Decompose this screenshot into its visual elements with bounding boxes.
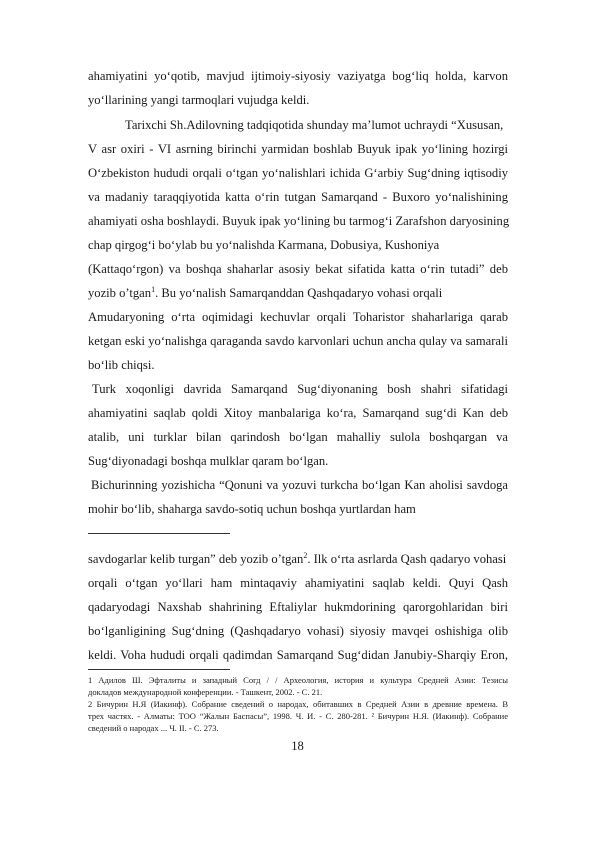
body-line: ahamiyatini saqlab qoldi Xitoy manbalariga ko‘ra, Samarqand sug‘di Kan deb [88, 406, 508, 420]
body-line-start: yozib o’tgan [88, 286, 152, 300]
page-number: 18 [291, 739, 304, 753]
body-line: bo‘lganligining Sug‘dning (Qashqadaryo vohasi) siyosiy mavqei oshishiga olib [88, 624, 508, 638]
body-line [88, 551, 508, 567]
body-line: V asr oxiri - VI asrning birinchi yarmidan boshlab Buyuk ipak yo‘lining hozirgi [88, 142, 508, 156]
footnote-line: докладов международной конференции. - Ташкент, 2002. - С. 21. [88, 687, 323, 697]
body-line: yo‘llarining yangi tarmoqlari vujudga keldi. [88, 93, 310, 107]
footnote-line: сведений о народах ... Ч. II. - С. 273. [88, 723, 219, 733]
footnote-ref: 1 [151, 284, 156, 294]
footnote-line: 2 Бичурин Н.Я (Иакинф). Собрание сведений о народах, обитавших в Средней Азии в древние времена. В [88, 699, 508, 709]
body-line: keldi. Voha hududi orqali qadimdan Samarqand Sug‘didan Janubiy-Sharqiy Eron, [88, 648, 508, 662]
body-line: qadaryodagi Naxshab shahrining Eftaliylar hukmdorining qarorgohlaridan biri [88, 600, 508, 614]
footnote-separator [88, 669, 230, 670]
body-line: mohir bo‘lib, shaharga savdo-sotiq uchun boshqa yurtlardan ham [88, 502, 416, 516]
body-line: ketgan eski yo‘nalishga qaraganda savdo karvonlari uchun ancha qulay va samarali [88, 334, 508, 348]
body-line: bo‘lib chiqsi. [88, 358, 155, 372]
body-line-rest: . Ilk o‘rta asrlarda Qash qadaryo vohasi [307, 552, 507, 566]
body-line [88, 285, 508, 301]
footnote-line: 1 Адилов Ш. Эфталиты и западный Согд / / Археология, история и культура Средней Азии: Тезисы [88, 675, 508, 685]
body-line-rest: . Bu yo‘nalish Samarqanddan Qashqadaryo vohasi orqali [155, 286, 443, 300]
body-line: O‘zbekiston hududi orqali o‘tgan yo‘nalishlari ichida G‘arbiy Sug‘dning iqtisodiy [88, 166, 508, 180]
body-line: ahamiyatini yo‘qotib, mavjud ijtimoiy-siyosiy vaziyatga bog‘liq holda, karvon [88, 69, 508, 83]
body-line: orqali o‘tgan yo‘llari ham mintaqaviy ahamiyatini saqlab keldi. Quyi Qash [88, 576, 508, 590]
body-line: va madaniy taraqqiyotida katta o‘rin tutgan Samarqand - Buxoro yo‘nalishining [88, 190, 508, 204]
body-line: Amudaryoning o‘rta oqimidagi kechuvlar orqali Toharistor shaharlariga qarab [88, 310, 508, 324]
body-line: ahamiyati osha boshlaydi. Buyuk ipak yo‘lining bu tarmog‘i Zarafshon daryosining [88, 214, 510, 228]
footnote-separator [88, 533, 230, 534]
body-line: chap qirgog‘i bo‘ylab bu yo‘nalishda Karmana, Dobusiya, Kushoniya [88, 238, 440, 252]
body-line: Tarixchi Sh.Adilovning tadqiqotida shunday ma’lumot uchraydi “Xususan, [125, 118, 504, 132]
footnote-ref: 2 [303, 550, 308, 560]
body-line: Bichurinning yozishicha “Qonuni va yozuvi turkcha bo‘lgan Kan aholisi savdoga [91, 478, 508, 492]
body-line: (Kattaqo‘rgon) va boshqa shaharlar asosiy bekat sifatida katta o‘rin tutadi” deb [88, 262, 508, 276]
body-line-start: savdogarlar kelib turgan” deb yozib o’tgan [88, 552, 304, 566]
body-line: atalib, uni turklar bilan qarindosh bo‘lgan mahalliy sulola boshqargan va [88, 430, 508, 444]
footnote-line: трех частях. - Алматы: ТОО “Жалын Баспасы”, 1998. Ч. И. - С. 280-281. ² Бичурин Н.Я. (Иакинф). Собрание [88, 711, 508, 721]
body-line: Turk xoqonligi davrida Samarqand Sug‘diyonaning bosh shahri sifatidagi [92, 382, 508, 396]
body-line: Sug‘diyonadagi boshqa mulklar qaram bo‘lgan. [88, 454, 329, 468]
